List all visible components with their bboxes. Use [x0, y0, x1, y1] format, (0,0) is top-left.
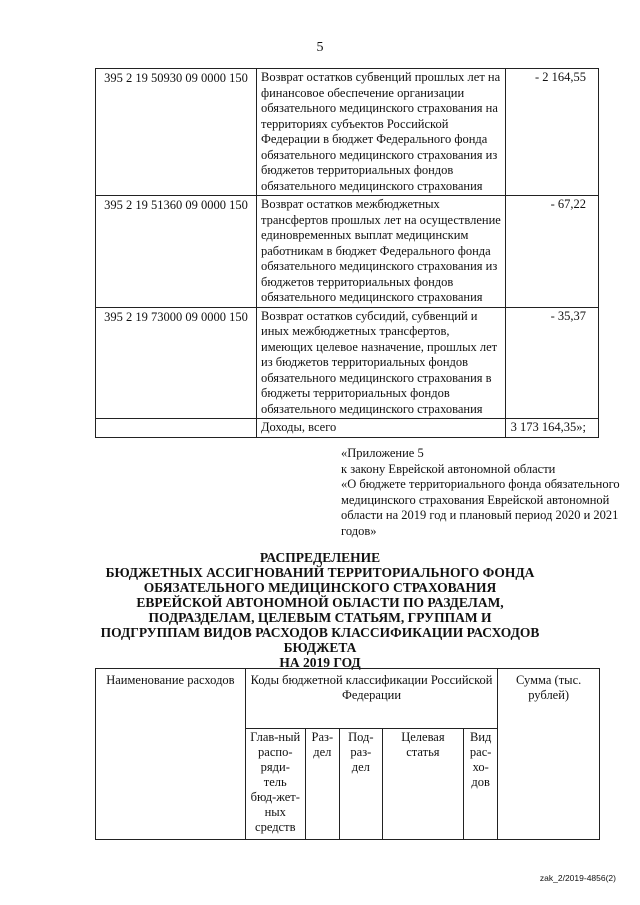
header-subsection: Под-раз-дел: [339, 729, 382, 840]
page-number: 5: [316, 40, 324, 55]
header-name: Наименование расходов: [96, 669, 246, 840]
total-row: [96, 419, 599, 438]
annex-line: «Приложение 5: [341, 446, 424, 460]
table-row: [96, 196, 599, 308]
document-title: [100, 550, 540, 670]
table-row: [96, 307, 599, 419]
total-label: Доходы, всего: [257, 419, 506, 438]
title-line: НА 2019 ГОД: [279, 655, 361, 670]
revenue-amount: - 2 164,55: [506, 69, 599, 196]
empty-cell: [96, 419, 257, 438]
header-section: Раз-дел: [305, 729, 339, 840]
table-row: [96, 69, 599, 196]
revenue-name: Возврат остатков межбюджетных трансфертов прошлых лет на осуществление единовременных выплат медицинским работникам в бюджет Федерального фонда обязательного медицинского страхования из бюджетов территориальных фондов обязательного медицинского страхования: [257, 196, 506, 308]
header-main-manager: Глав-ный распо-ряди-тель бюд-жет-ных средств: [245, 729, 305, 840]
total-amount: 3 173 164,35»;: [506, 419, 599, 438]
header-sum: Сумма (тыс. рублей): [498, 669, 600, 840]
header-target-item: Целевая статья: [382, 729, 463, 840]
budget-code: 395 2 19 50930 09 0000 150: [96, 69, 257, 196]
annex-line: к закону Еврейской автономной области: [341, 461, 556, 476]
title-line: БЮДЖЕТНЫХ АССИГНОВАНИЙ ТЕРРИТОРИАЛЬНОГО ФОНДА ОБЯЗАТЕЛЬНОГО МЕДИЦИНСКОГО СТРАХОВАНИЯ ЕВРЕЙСКОЙ АВТОНОМНОЙ ОБЛАСТИ ПО РАЗДЕЛАМ, ПОДРАЗДЕЛАМ, ЦЕЛЕВЫМ СТАТЬЯМ, ГРУППАМ И ПОДГРУППАМ ВИДОВ РАСХОДОВ КЛАССИФИКАЦИИ РАСХОДОВ БЮДЖЕТА: [100, 565, 540, 655]
revenue-amount: - 35,37: [506, 307, 599, 419]
budget-code: 395 2 19 73000 09 0000 150: [96, 307, 257, 419]
revenue-table: [95, 68, 599, 438]
revenue-amount: - 67,22: [506, 196, 599, 308]
title-line: РАСПРЕДЕЛЕНИЕ: [259, 550, 381, 565]
footer-reference: zak_2/2019-4856(2): [539, 873, 616, 883]
annex-line: «О бюджете территориального фонда обязательного медицинского страхования Еврейской автономной области на 2019 год и плановый период 2020 и 2021 годов»: [341, 477, 620, 538]
revenue-name: Возврат остатков субсидий, субвенций и иных межбюджетных трансфертов, имеющих целевое назначение, прошлых лет из бюджетов территориальных фондов обязательного медицинского страхования в бюджеты территориальных фондов обязательного медицинского страхования: [257, 307, 506, 419]
header-expense-type: Вид рас-хо-дов: [464, 729, 498, 840]
header-codes: Коды бюджетной классификации Российской Федерации: [245, 669, 498, 729]
budget-code: 395 2 19 51360 09 0000 150: [96, 196, 257, 308]
annex-heading: [341, 446, 621, 539]
allocation-table: [95, 668, 600, 840]
table-header-row: [96, 669, 600, 729]
revenue-name: Возврат остатков субвенций прошлых лет на финансовое обеспечение организации обязательного медицинского страхования на территориях субъектов Российской Федерации в бюджет Федерального фонда обязательного медицинского страхования из бюджетов территориальных фондов обязательного медицинского страхования: [257, 69, 506, 196]
